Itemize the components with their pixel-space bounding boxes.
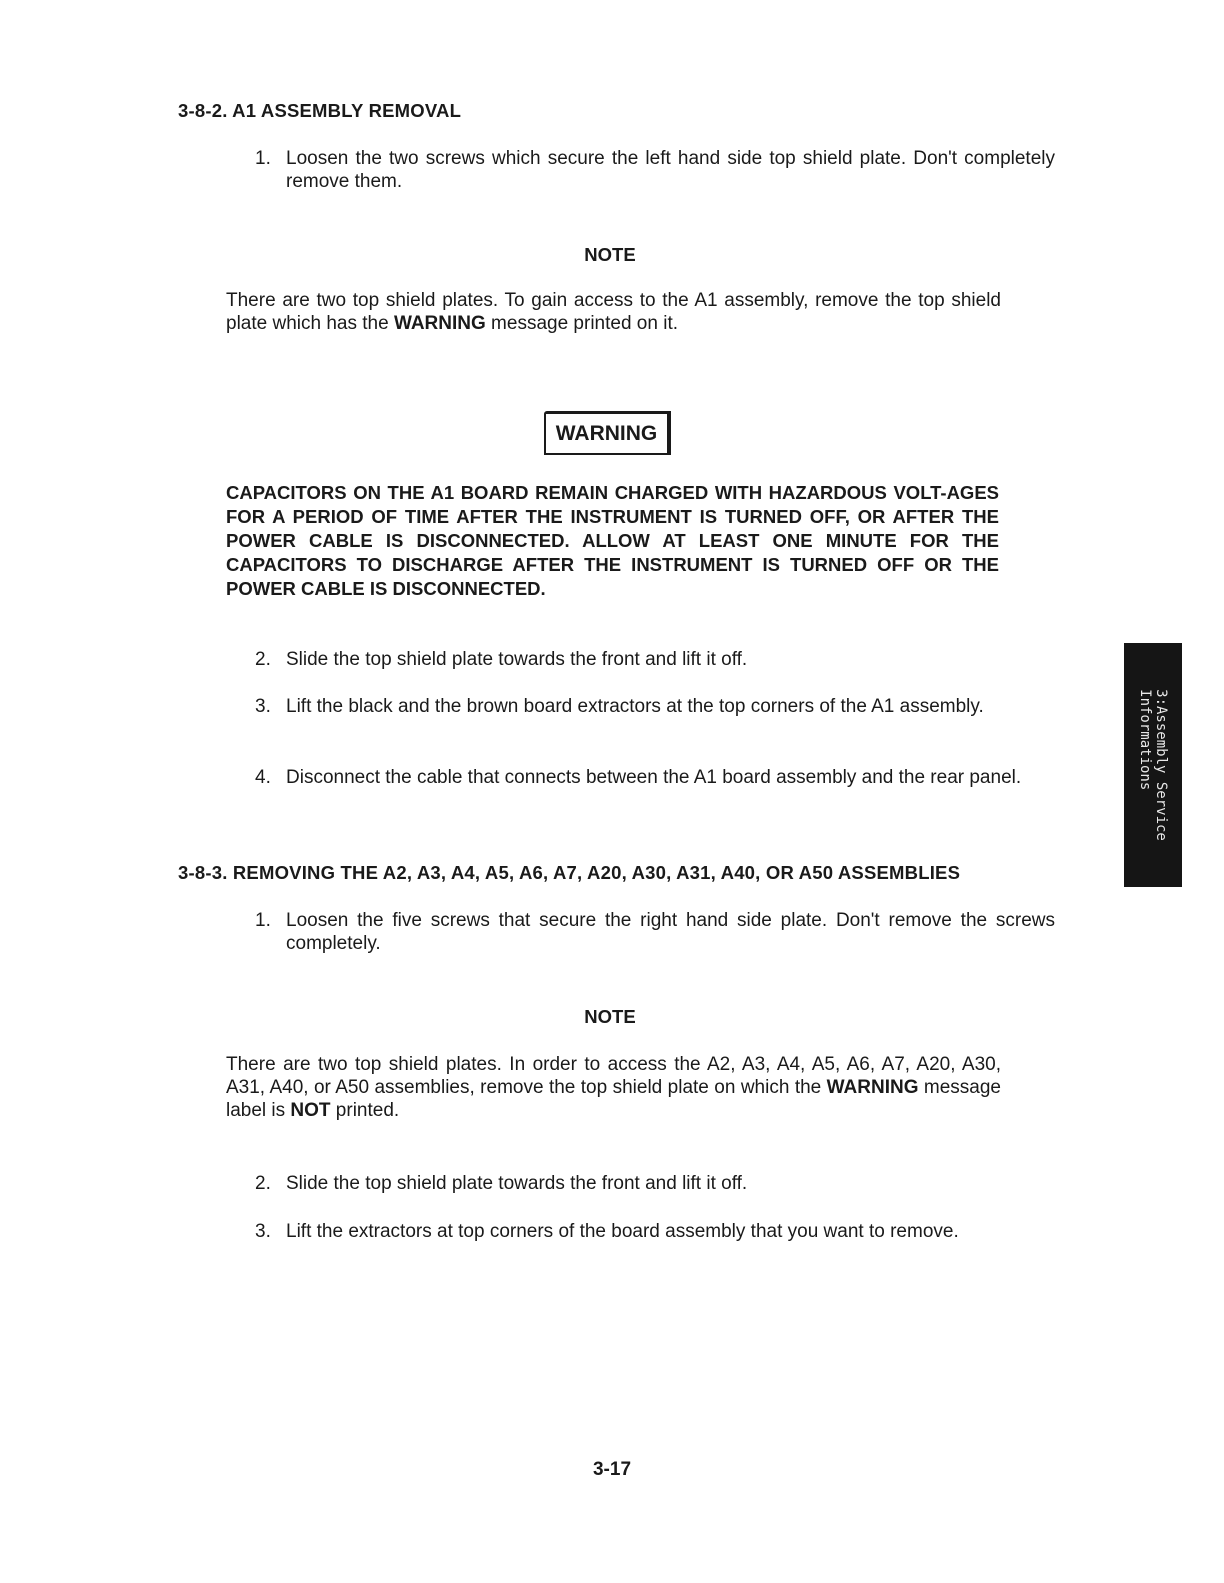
a1-step-4	[255, 766, 1055, 789]
step-text: Loosen the five screws that secure the right hand side plate. Don't remove the screws completely.	[286, 910, 1055, 954]
note-text: printed.	[330, 1100, 400, 1121]
note-text: message label is	[226, 1077, 1001, 1121]
step-number: 1.	[255, 148, 271, 169]
note-title: NOTE	[584, 244, 636, 265]
chapter-tab-label	[1137, 689, 1169, 841]
page-number: 3-17	[592, 1459, 632, 1480]
warning-label: WARNING	[555, 422, 658, 445]
warning-label-box	[544, 411, 671, 455]
assemblies-step-3	[255, 1220, 1055, 1243]
note-text: message printed on it.	[485, 313, 678, 334]
step-number: 4.	[255, 767, 271, 788]
section-heading-a1-removal: 3-8-2. A1 ASSEMBLY REMOVAL	[178, 100, 462, 121]
section-heading-removing-assemblies: 3-8-3. REMOVING THE A2, A3, A4, A5, A6, A7, A20, A30, A31, A40, OR A50 ASSEMBLIES	[178, 862, 961, 883]
note-bold-not: NOT	[290, 1100, 331, 1121]
assemblies-step-1	[255, 909, 1055, 955]
step-number: 1.	[255, 910, 271, 931]
assemblies-step-2	[255, 1172, 1055, 1195]
step-number: 2.	[255, 1173, 271, 1194]
note-paragraph-assemblies	[226, 1053, 1001, 1122]
step-number: 3.	[255, 696, 271, 717]
chapter-tab-line-2: Informations	[1137, 689, 1153, 791]
step-number: 2.	[255, 649, 271, 670]
note-bold-warning: WARNING	[393, 313, 486, 334]
step-text: Disconnect the cable that connects between the A1 board assembly and the rear panel.	[286, 767, 1022, 788]
note-text: There are two top shield plates. In order to access the A2, A3, A4, A5, A6, A7, A20, A30, A31, A40, or A50 assemblies, remove the top shield plate on which the	[226, 1054, 1001, 1098]
note-text: There are two top shield plates. To gain access to the A1 assembly, remove the top shield plate which has the	[226, 290, 1001, 334]
note-title: NOTE	[584, 1006, 636, 1027]
warning-text: CAPACITORS ON THE A1 BOARD REMAIN CHARGED WITH HAZARDOUS VOLT-AGES FOR A PERIOD OF TIME AFTER THE INSTRUMENT IS TURNED OFF, OR AFTER THE POWER CABLE IS DISCONNECTED. ALLOW AT LEAST ONE MINUTE FOR THE CAPACITORS TO DISCHARGE AFTER THE INSTRUMENT IS TURNED OFF OR THE POWER CABLE IS DISCONNECTED.	[226, 482, 999, 599]
step-text: Lift the extractors at top corners of the board assembly that you want to remove.	[286, 1221, 959, 1242]
chapter-tab-line-1: 3:Assembly Service	[1153, 689, 1169, 841]
note-bold-warning: WARNING	[826, 1077, 919, 1098]
a1-step-1	[255, 147, 1055, 193]
a1-step-2	[255, 648, 1055, 671]
a1-step-3	[255, 695, 1055, 718]
note-paragraph-a1	[226, 289, 1001, 335]
chapter-side-tab	[1124, 643, 1182, 887]
step-text: Slide the top shield plate towards the front and lift it off.	[286, 649, 748, 670]
step-text: Loosen the two screws which secure the left hand side top shield plate. Don't completely remove them.	[286, 148, 1055, 192]
step-text: Slide the top shield plate towards the front and lift it off.	[286, 1173, 748, 1194]
step-text: Lift the black and the brown board extractors at the top corners of the A1 assembly.	[286, 696, 984, 717]
step-number: 3.	[255, 1221, 271, 1242]
